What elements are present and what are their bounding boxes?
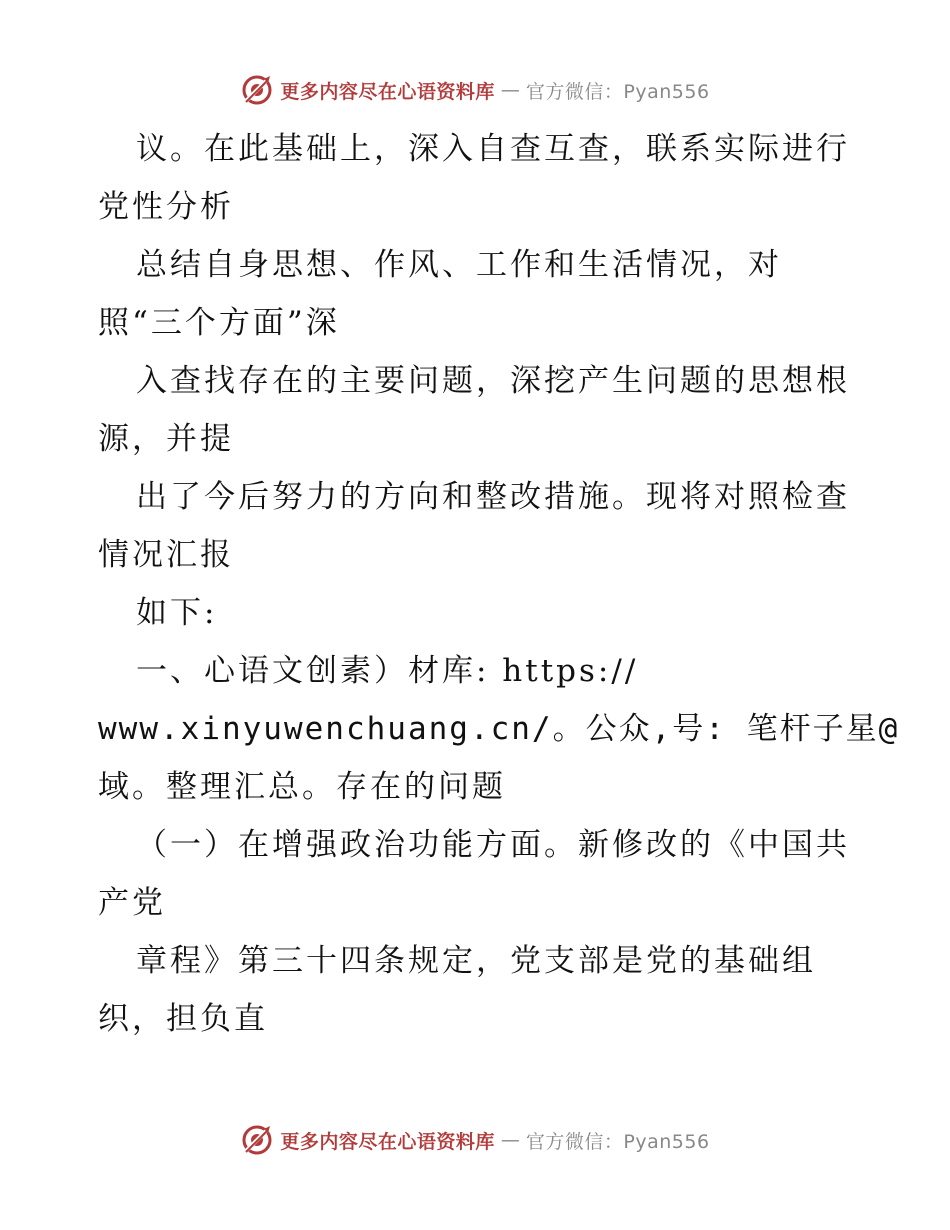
text-line: （一）在增强政治功能方面。新修改的《中国共 [136,827,850,863]
text-line: 入查找存在的主要问题，深挖产生问题的思想根 [136,363,850,399]
text-line: 章程》第三十四条规定，党支部是党的基础组 [136,943,816,979]
footer-banner [0,1120,950,1160]
banner-title: 更多内容尽在心语资料库 [280,80,495,103]
text-line: 产党 [98,885,166,921]
text-line: 源，并提 [98,421,234,457]
text-line: 一、心语文创素）材库: https:// [136,653,639,689]
text-line-url: www.xinyuwenchuang.cn/。公众,号: 笔杆子星@ [98,711,900,747]
banner-wechat: 官方微信：Pyan556 [525,1130,710,1153]
banner-dash: — [500,1129,520,1151]
text-line: 情况汇报 [98,537,234,573]
document-body [98,120,900,1048]
text-line: 照“三个方面”深 [98,305,340,341]
pen-logo-icon [240,73,274,107]
text-line: 如下: [136,595,218,631]
header-banner [0,70,950,110]
banner-dash: — [500,79,520,101]
pen-logo-icon [240,1123,274,1157]
banner-title: 更多内容尽在心语资料库 [280,1130,495,1153]
text-line: 出了今后努力的方向和整改措施。现将对照检查 [136,479,850,515]
text-line: 域。整理汇总。存在的问题 [98,769,506,805]
text-line: 议。在此基础上，深入自查互查，联系实际进行 [136,131,850,167]
text-line: 党性分析 [98,189,234,225]
banner-wechat: 官方微信：Pyan556 [525,80,710,103]
text-line: 织，担负直 [98,1001,268,1037]
text-line: 总结自身思想、作风、工作和生活情况，对 [136,247,782,283]
